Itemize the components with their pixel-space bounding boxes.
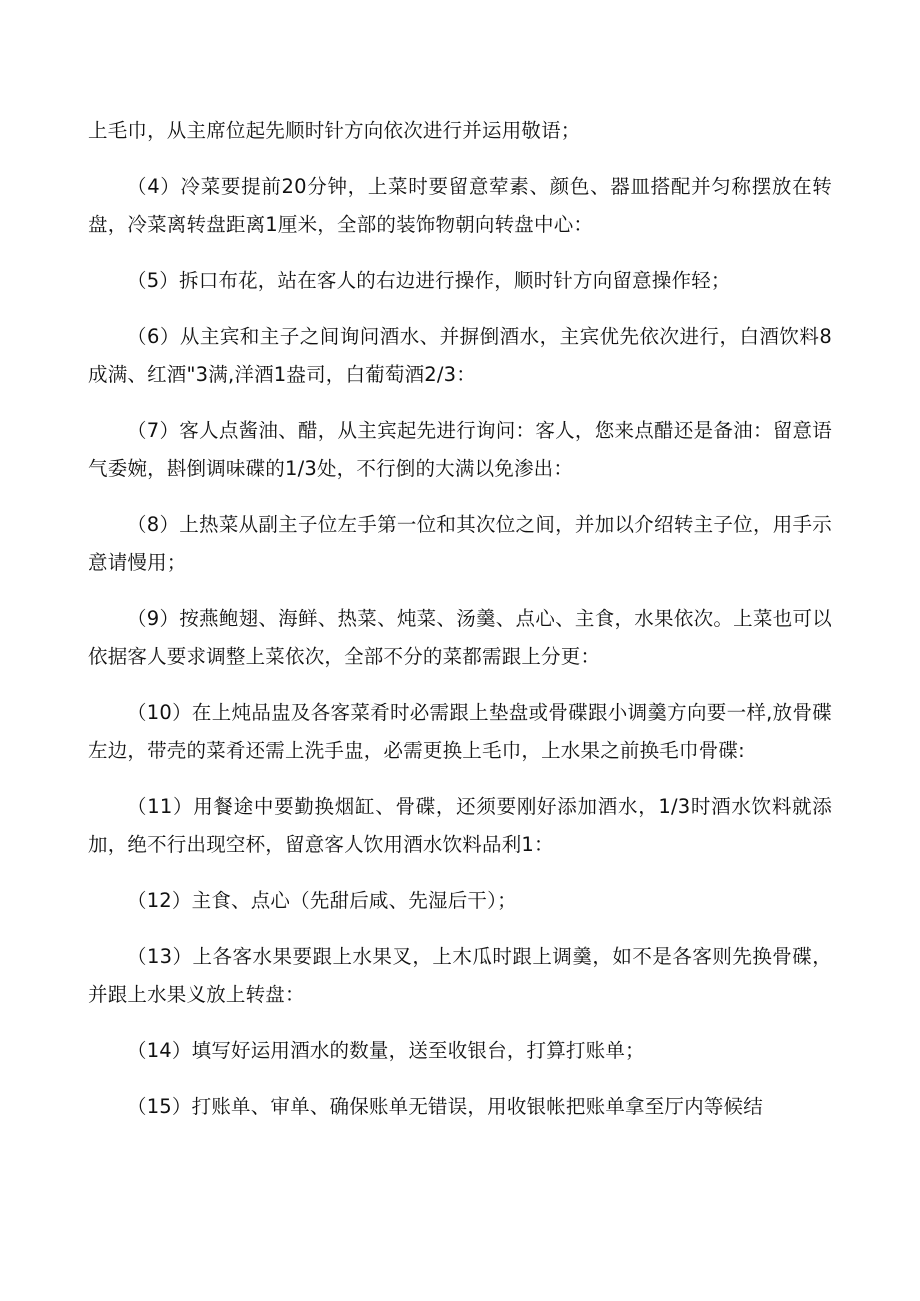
paragraph-4: （6）从主宾和主子之间询问酒水、并摒倒酒水，主宾优先依次进行，白酒饮料8成满、红酒"3满,洋酒1盎司，白葡萄酒2/3： — [88, 325, 832, 386]
paragraph-8: （10）在上炖品盅及各客菜肴时必需跟上垫盘或骨碟跟小调羹方向要一样,放骨碟左边，带壳的菜肴还需上洗手盅，必需更换上毛巾，上水果之前换毛巾骨碟: — [88, 701, 832, 762]
paragraph-5: （7）客人点酱油、醋，从主宾起先进行询问：客人，您来点醋还是备油：留意语气委婉，斟倒调味碟的1/3处，不行倒的大满以免渗出： — [88, 419, 832, 480]
paragraph-2: （4）冷菜要提前20分钟，上菜时要留意荤素、颜色、器皿搭配并匀称摆放在转盘，冷菜离转盘距离1厘米，全部的装饰物朝向转盘中心： — [88, 175, 832, 236]
paragraph-1: 上毛巾，从主席位起先顺时针方向依次进行并运用敬语； — [88, 119, 581, 142]
paragraph-9: （11）用餐途中要勤换烟缸、骨碟，还须要刚好添加酒水，1/3时酒水饮料就添加，绝不行出现空杯，留意客人饮用酒水饮料品利1： — [88, 795, 832, 856]
paragraph-6: （8）上热菜从副主子位左手第一位和其次位之间，并加以介绍转主子位，用手示意请慢用； — [88, 513, 832, 574]
paragraph-13: （15）打账单、审单、确保账单无错误，用收银帐把账单拿至厅内等候结 — [127, 1095, 763, 1118]
paragraph-10: （12）主食、点心（先甜后咸、先湿后干）； — [127, 889, 517, 912]
paragraph-12: （14）填写好运用酒水的数量，送至收银台，打算打账单； — [127, 1039, 645, 1062]
document-page — [88, 112, 832, 1126]
paragraph-7: （9）按燕鲍翅、海鲜、热菜、炖菜、汤羹、点心、主食，水果依次。上菜也可以依据客人要求调整上菜依次，全部不分的菜都需跟上分更： — [88, 607, 832, 668]
paragraph-11: （13）上各客水果要跟上水果叉，上木瓜时跟上调羹，如不是各客则先换骨碟，并跟上水果义放上转盘： — [88, 945, 832, 1006]
paragraph-3: （5）拆口布花，站在客人的右边进行操作，顺时针方向留意操作轻； — [127, 269, 731, 292]
